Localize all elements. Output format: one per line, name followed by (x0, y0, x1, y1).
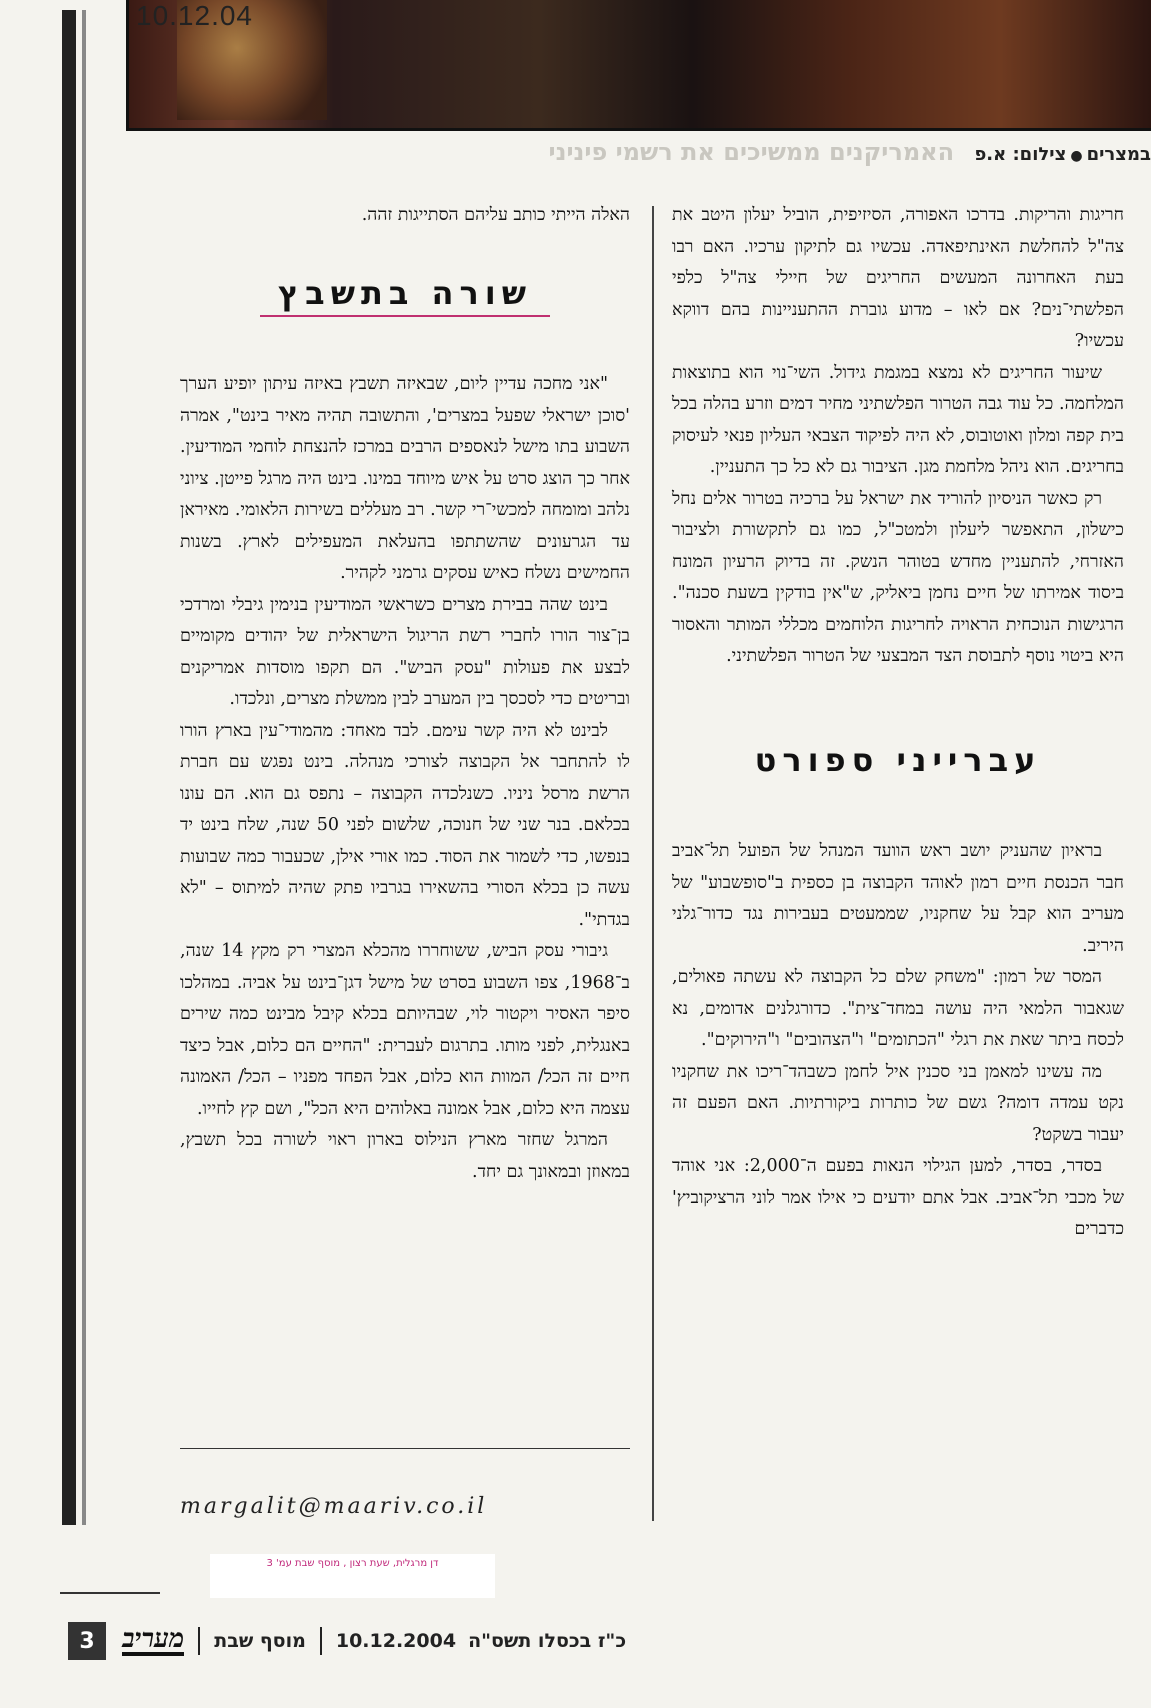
archive-stamp: דן מרגלית, שעת רצון , מוסף שבת עמ' 3 (210, 1554, 495, 1598)
paragraph: בינט שהה בבירת מצרים כשראשי המודיעין בנימין גיבלי ומרדכי בן־צור הורו לחברי רשת הריגול הישראלית של יהודים מקומיים לבצע את פעולות "עסק הביש". הם תקפו מוסדות אמריקנים ובריטים כדי לסכסך בין המערב לבין ממשלת מצרים, ונלכדו. (180, 594, 630, 709)
paragraph: שיעור החריגים לא נמצא במגמת גידול. השי־נוי הוא בתוצאות המלחמה. כל עוד גבה הטרור הפלשתיני מחיר דמים וזרע בהלה בכל בית קפה ומלון ואוטובוס, לא היה לפיקוד הצבאי העליון פנאי לעיסוק בחריגים. הוא ניהל מלחמת מגן. הציבור גם לא כל כך התעניין. (672, 362, 1124, 477)
top-photo (126, 0, 1151, 131)
paragraph: גיבורי עסק הביש, ששוחררו מהכלא המצרי רק מקץ 14 שנה, ב־1968, צפו השבוע בסרט של מישל דגן־בינט על אביה. במהלכו סיפר האסיר ויקטור לוי, שבהיותם בכלא קיבל מבינט כמה שירים באנגלית, לפני מותו. בתרגום לעברית: "החיים הם כלום, אבל כיצד חיים זה הכל/ המוות הוא כלום, אבל הפחד מפניו – הכל/ האמונה עצמה היא כלום, אבל אמונה באלוהים היא הכל", ושם קץ לחייו. (180, 941, 630, 1119)
footer-date: 10.12.2004 (335, 1630, 457, 1652)
page-spine-edge (82, 10, 86, 1525)
paragraph: "אני מחכה עדיין ליום, שבאיזה תשבץ באיזה עיתון יופיע הערך 'סוכן ישראלי שפעל במצרים', והתשובה תהיה מאיר בינט", אמרה השבוע בתו מישל לנאספים הרבים במרכז להנצחת לוחמי המודיעין. אחר כך הוצג סרט על איש מיוחד במינו. בינט היה מרגל פייטן. ציוני נלהב ומומחה למכשי־רי קשר. רב מעללים בשירות הלאומי. מאיראן עד הגרעונים שהשתתפו בהעלאת המעפילים לארץ. בשנות החמישים נשלח כאיש עסקים גרמני לקהיר. (180, 374, 630, 583)
paragraph: לבינט לא היה קשר עימם. לבד מאחד: מהמודי־עין בארץ הורו לו להתחבר אל הקבוצה לצורכי מנהלה. בינט נפגש עם חברת הרשת מרסל ניניו. כשנלכדה הקבוצה – נתפס גם הוא. הם עונו בכלאם. בנר שני של חנוכה, שלשום לפני 50 שנה, שלח בינט יד בנפשו, כדי לשמור את הסוד. כמו אורי אילן, שכעבור כמה שבועות עשה כן בכלא הסורי בהשאירו בגרביו פתק שהיה למיתוס – "לא בגדתי". (180, 720, 630, 930)
footer-section: מוסף שבת (214, 1630, 306, 1652)
paragraph: חריגות והריקות. בדרכו האפורה, הסיזיפית, הוביל יעלון היטב את צה"ל להחלשת האינתיפאדה. עכשיו גם לתיקון ערכיו. האם רבו בעת האחרונה המעשים החריגים של חיילי צה"ל כלפי הפלשתי־נים? אם לאו – מדוע גוברת ההתעניינות בהם דווקא עכשיו? (672, 205, 1124, 351)
photo-date-stamp: 10.12.04 (136, 0, 253, 31)
page-number: 3 (68, 1622, 106, 1660)
footer-hebrew-date: כ"ז בכסלו תשס"ה (468, 1630, 627, 1652)
bullet-icon: ● (1070, 148, 1083, 164)
footer-rule (60, 1592, 160, 1594)
brand-logo: מעריב (122, 1624, 185, 1654)
paragraph: מה עשינו למאמן בני סכנין איל לחמן כשבהד־ריכו את שחקניו נקט עמדה דומה? גשם של כותרות ביקורתיות. האם הפעם זה יעבור בשקט? (672, 1061, 1124, 1145)
section-headline-sports: עברייני ספורט (754, 740, 1042, 779)
article-column-right (672, 200, 1124, 1246)
photo-caption (231, 138, 1151, 164)
page-footer (68, 1622, 626, 1660)
paragraph: רק כאשר הניסיון להוריד את ישראל על ברכיה בטרור אלים נחל כישלון, התאפשר ליעלון ולמטכ"ל, כמו גם לתקשורת ולציבור האזרחי, להתעניין מחדש בטוהר הנשק. זה בדיוק הרעיון המונח ביסוד אמירתו של חיים נחמן ביאליק, ש"אין בודקין בשעת סכנה". הרגישות הנוכחית הראויה לחריגות הלוחמים מכללי המותר והאסור היא ביטוי נוסף לתבוסת הצד המבצעי של הטרור הפלשתיני. (672, 488, 1124, 666)
caption-bleedthrough: האמריקנים ממשיכים את רשמי פיניני (548, 138, 955, 166)
paragraph: המרגל שחזר מארץ הנילוס בארון ראוי לשורה בכל תשבץ, במאוזן ובמאונך גם יחד. (180, 1130, 630, 1182)
signature-divider (180, 1448, 630, 1449)
article-column-left (180, 200, 630, 1188)
paragraph: המסר של רמון: "משחק שלם כל הקבוצה לא עשתה פאולים, שגאבור הלמאי היה עושה במחד־צית". כדורגלנים אדומים, נא לכסח ביתר שאת את רגלי "הכתומים" ו"הצהובים" ו"הירוקים". (672, 967, 1124, 1050)
page-spine (62, 10, 76, 1525)
caption-credit: צילום: א.פ (974, 144, 1067, 165)
footer-separator (320, 1627, 322, 1655)
paragraph: בסדר, בסדר, למען הגילוי הנאות בפעם ה־2,000: אני אוהד של מכבי תל־אביב. אבל אתם יודעים כי אילו אמר לוני הרציקוביץ' כדברים (672, 1156, 1124, 1239)
column-divider (652, 206, 654, 1521)
paragraph: בראיון שהעניק יושב ראש הוועד המנהל של הפועל תל־אביב חבר הכנסת חיים רמון לאוהד הקבוצה בן כספית ב"סופשבוע" של מעריב הוא קבל על שחקניו, שממעטים בעבירות נגד כדור־גלני היריב. (672, 841, 1124, 956)
caption-text: במצרים (1086, 144, 1151, 165)
author-email[interactable]: margalit@maariv.co.il (180, 1494, 488, 1519)
headline-text: שורה בתשבץ (260, 278, 550, 318)
paragraph: האלה הייתי כותב עליהם הסתייגות זהה. (361, 205, 630, 225)
section-headline-crossword (180, 273, 630, 318)
footer-separator (198, 1627, 200, 1655)
